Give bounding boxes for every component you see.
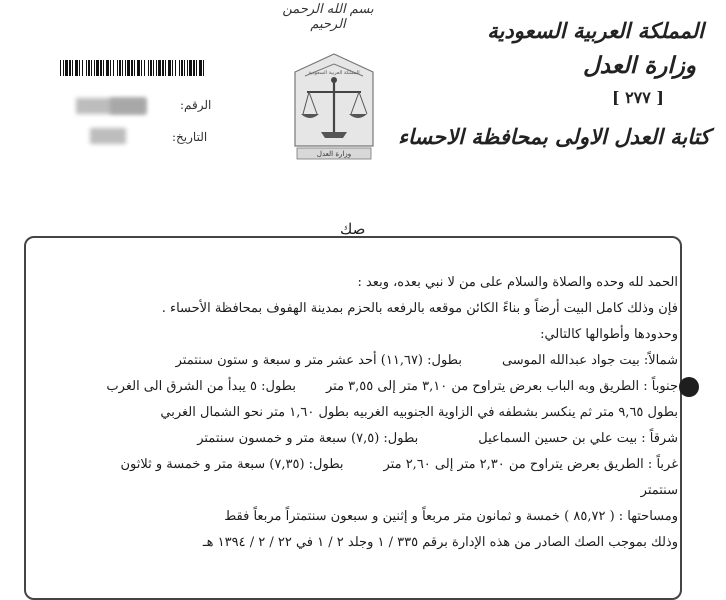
deed-line-text: شرقاً : بيت علي بن حسين السماعيل <box>478 431 678 446</box>
barcode-bar <box>175 60 176 76</box>
deed-line-length: بطول: (٧,٣٥) سبعة متر و خمسة و ثلاثون <box>120 457 344 472</box>
deed-line <box>68 322 678 348</box>
deed-line <box>68 478 678 504</box>
barcode-bar <box>144 60 145 76</box>
document-number: [ ٢٧٧ ] <box>611 88 664 107</box>
redacted-date <box>90 128 126 144</box>
deed-line <box>68 348 678 374</box>
deed-line-text: غرباً : الطريق بعرض يتراوح من ٢,٣٠ متر إلى ٢,٦٠ متر <box>383 457 678 472</box>
deed-line-text: فإن وذلك كامل البيت أرضاً و بناءً الكائن موقعه بالرفعه بالحزم بمدينة الهفوف بمحافظة الأحساء . <box>161 301 678 316</box>
barcode-bar <box>150 60 152 76</box>
barcode-bar <box>119 60 121 76</box>
barcode-bar <box>179 60 180 76</box>
kingdom-name: المملكة العربية السعودية <box>487 18 704 43</box>
date-label: التاريخ: <box>172 130 208 144</box>
barcode-bar <box>127 60 130 76</box>
barcode-bar <box>65 60 68 76</box>
barcode-bar <box>106 60 109 76</box>
deed-line-length: بطول: (١١,٦٧) أحد عشر متر و سبعة و ستون سنتمتر <box>175 353 462 368</box>
barcode-bar <box>189 60 192 76</box>
ref-label: الرقم: <box>180 98 212 112</box>
barcode-bar <box>69 60 71 76</box>
barcode-bar <box>113 60 114 76</box>
deed-line-text: ومساحتها : ( ٨٥,٧٢ ) خمسة و ثمانون متر مربعاً و إثنين و سبعون سنتمتراً مربعاً فقط <box>224 509 678 524</box>
barcode-bar <box>91 60 92 76</box>
barcode-bar <box>122 60 123 76</box>
barcode-bar <box>103 60 104 76</box>
emblem-top-text: المملكة العربية السعودية <box>308 70 360 76</box>
barcode-bar <box>96 60 99 76</box>
barcode-bar <box>110 60 111 76</box>
deed-line <box>68 400 678 426</box>
barcode-bar <box>86 60 87 76</box>
barcode-bar <box>187 60 188 76</box>
deed-line-text: وحدودها وأطوالها كالتالي: <box>540 327 678 342</box>
barcode-bar <box>72 60 73 76</box>
barcode-bar <box>148 60 149 76</box>
office-name: كتابة العدل الاولى بمحافظة الاحساء <box>398 124 710 149</box>
emblem-bottom-text: وزارة العدل <box>316 150 352 158</box>
deed-line-text: وذلك بموجب الصك الصادر من هذه الإدارة برقم ٣٣٥ / ١ وجلد ٢ / ١ في ٢٢ / ٢ / ١٣٩٤ هـ <box>202 535 678 550</box>
deed-line <box>68 426 678 452</box>
barcode-bar <box>60 60 61 76</box>
barcode-bar <box>100 60 102 76</box>
deed-title: صك <box>340 220 366 238</box>
ministry-name: وزارة العدل <box>582 52 696 79</box>
barcode-bar <box>131 60 133 76</box>
barcode-bar <box>153 60 154 76</box>
deed-line <box>68 296 678 322</box>
barcode-bar <box>79 60 80 76</box>
barcode-bar <box>168 60 171 76</box>
barcode-bar <box>165 60 166 76</box>
deed-body <box>68 270 678 556</box>
deed-line-text: بطول ٩,٦٥ متر ثم ينكسر بشطفه في الزاوية الجنوبيه الغربيه بطول ١,٦٠ متر نحو الشمال الغربي <box>160 405 678 420</box>
barcode-bar <box>162 60 164 76</box>
barcode-bar <box>184 60 185 76</box>
deed-line <box>68 530 678 556</box>
barcode-bar <box>94 60 95 76</box>
deed-line-length: بطول: ٥ يبدأ من الشرق الى الغرب <box>106 379 296 394</box>
basmala: بسم الله الرحمن الرحيم <box>282 2 374 32</box>
deed-line-text: الحمد لله وحده والصلاة والسلام على من لا نبي بعده، وبعد : <box>357 275 678 290</box>
barcode-bar <box>141 60 142 76</box>
barcode-bar <box>158 60 161 76</box>
deed-line <box>68 374 678 400</box>
deed-line-text: جنوباً : الطريق وبه الباب بعرض يتراوح من ٣,١٠ متر إلى ٣,٥٥ متر <box>325 379 678 394</box>
redacted-ref-number-dark <box>110 98 146 114</box>
barcode-bar <box>88 60 90 76</box>
barcode-bar <box>134 60 135 76</box>
barcode-bar <box>63 60 64 76</box>
barcode-bar <box>117 60 118 76</box>
punch-hole-dot <box>679 377 699 397</box>
ministry-emblem <box>291 52 377 160</box>
barcode-bar <box>199 60 202 76</box>
barcode-bar <box>125 60 126 76</box>
barcode-bar <box>196 60 197 76</box>
barcode-bar <box>193 60 195 76</box>
deed-line-length: بطول: (٧,٥) سبعة متر و خمسون سنتمتر <box>197 431 419 446</box>
deed-line <box>68 504 678 530</box>
barcode-bar <box>156 60 157 76</box>
barcode-bar <box>82 60 83 76</box>
deed-line-text: سنتمتر <box>640 483 678 498</box>
deed-line <box>68 270 678 296</box>
barcode-bar <box>137 60 140 76</box>
barcode-bar <box>203 60 204 76</box>
barcode-bar <box>75 60 78 76</box>
deed-line-text: شمالاً: بيت جواد عبدالله الموسى <box>501 353 678 368</box>
barcode-bar <box>181 60 183 76</box>
barcode <box>60 60 208 76</box>
deed-line <box>68 452 678 478</box>
barcode-bar <box>172 60 173 76</box>
